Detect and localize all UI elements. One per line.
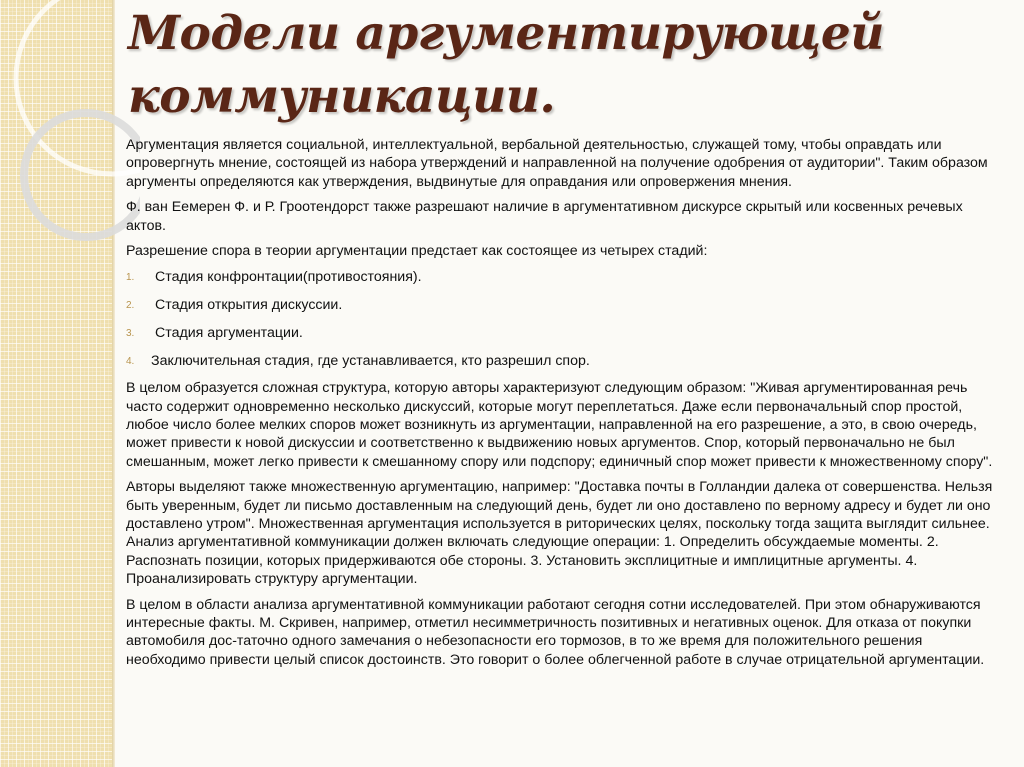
list-item	[126, 324, 996, 342]
stages-list	[126, 268, 996, 370]
paragraph-multiple-argumentation: Авторы выделяют также множественную аргументацию, например: "Доставка почты в Голландии далека от совершенства. Нельзя быть уверенным, будет ли письмо доставленным на следующий день, будет ли оно доставлено по верному адресу и будет ли оно доставлено утром". Множественная аргументация используется в риторических целях, поскольку тогда защита выглядит сильнее. Анализ аргументативной коммуникации должен включать следующие операции: 1. Определить обсуждаемые моменты. 2. Распознать позиции, которых придерживаются обе стороны. 3. Установить эксплицитные и имплицитные аргументы. 4. Проанализировать структуру аргументации.	[126, 479, 993, 587]
list-item	[126, 268, 996, 286]
slide-title-line-2: коммуникации.	[128, 69, 556, 124]
slide-body	[126, 136, 996, 676]
paragraph-van-eemeren: Ф. ван Еемерен Ф. и Р. Гроотендорст также разрешают наличие в аргументативном дискурсе скрытый или косвенных речевых актов.	[126, 199, 963, 234]
list-item-number: 2.	[126, 300, 135, 312]
list-item-text: Стадия аргументации.	[155, 324, 303, 341]
list-item-text: Стадия открытия дискуссии.	[155, 297, 343, 314]
slide-title-line-1: Модели аргументирующей	[128, 6, 884, 61]
list-item-text: Стадия конфронтации(противостояния).	[155, 269, 422, 286]
decorative-circles	[0, 0, 140, 260]
list-item-number: 3.	[126, 327, 135, 339]
list-item-number: 1.	[126, 272, 135, 284]
paragraph-argumentation-definition: Аргументация является социальной, интеллектуальной, вербальной деятельностью, служащей тому, чтобы оправдать или опровергнуть мнение, состоящей из набора утверждений и направленной на получение одобрения от аудитории". Таким образом аргументы определяются как утверждения, выдвинутые для оправдания или опровержения мнения.	[126, 137, 988, 190]
paragraph-dispute-resolution: Разрешение спора в теории аргументации предстает как состоящее из четырех стадий:	[126, 243, 708, 260]
list-item-number: 4.	[126, 355, 135, 367]
slide-title	[128, 2, 1008, 128]
paragraph-research-field: В целом в области анализа аргументативной коммуникации работают сегодня сотни исследователей. При этом обнаруживаются интересные факты. М. Скривен, например, отметил несимметричность позитивных и негативных оценок. Для отказа от покупки автомобиля дос-таточно одного замечания о небезопасности его тормозов, в то же время для положительного решения необходимо привести целый список достоинств. Это говорит о более облегченной работе в случае отрицательной аргументации.	[126, 596, 985, 668]
list-item	[126, 296, 996, 314]
list-item-text: Заключительная стадия, где устанавливается, кто разрешил спор.	[151, 352, 590, 369]
paragraph-complex-structure: В целом образуется сложная структура, которую авторы характеризуют следующим образом: "Живая аргументированная речь часто содержит одновременно несколько дискуссий, которые могут переплетаться. Даже если первоначальный спор простой, любое число более мелких споров может возникнуть из аргументации, направленной на его разрешение, а это, в свою очередь, может привести к новой дискуссии и соответственно к выдвижению новых аргументов. Спор, который первоначально не был смешанным, может легко привести к смешанному спору или подспору; единичный спор может привести к множественному спору".	[126, 380, 993, 470]
list-item	[126, 352, 996, 370]
